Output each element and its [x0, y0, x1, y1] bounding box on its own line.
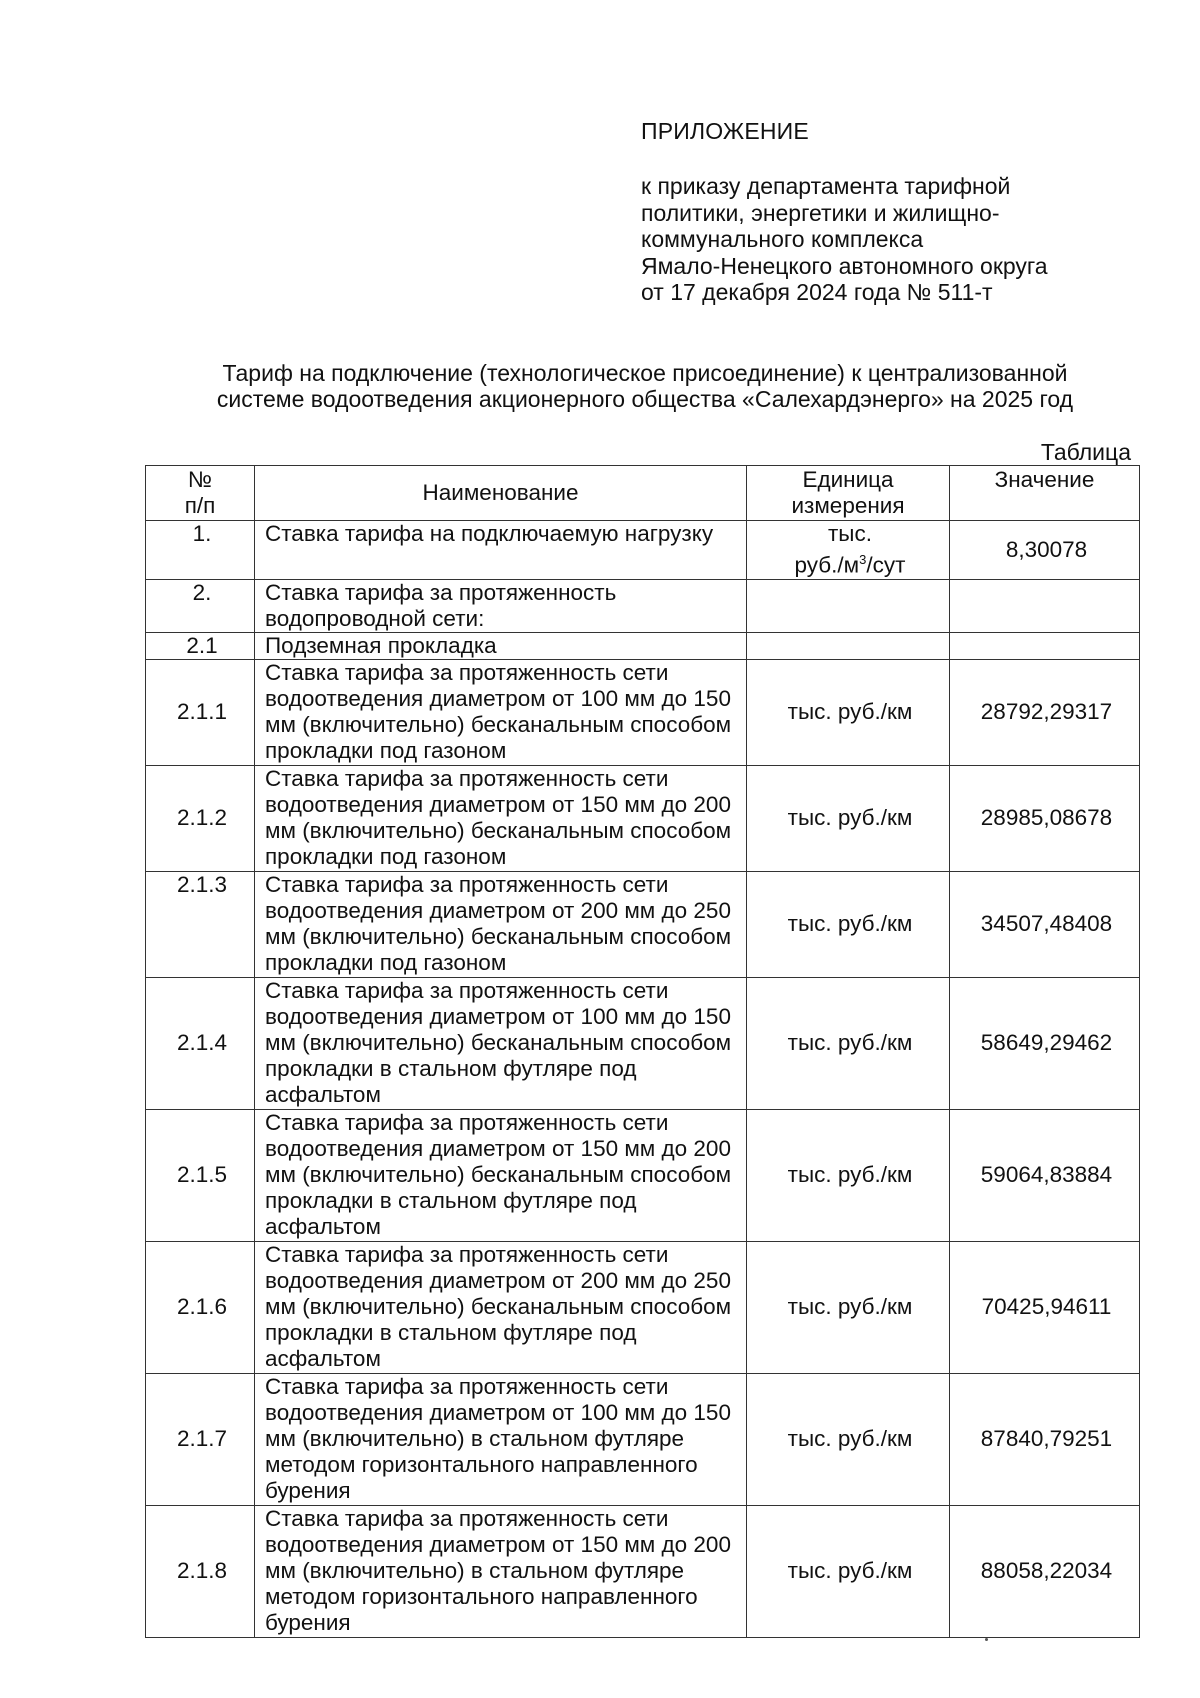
row-number: 2.1.3 [146, 871, 255, 977]
row-number: 2.1.5 [146, 1109, 255, 1241]
table-row [146, 1241, 1140, 1373]
row-value: 70425,94611 [950, 1241, 1140, 1373]
annex-reference [641, 173, 1141, 306]
row-value: 28792,29317 [950, 659, 1140, 765]
annex-line: Ямало-Ненецкого автономного округа [641, 252, 1048, 279]
table-row [146, 1109, 1140, 1241]
row-unit [747, 521, 950, 580]
row-unit: тыс. руб./км [747, 1373, 950, 1505]
row-name: Ставка тарифа за протяженность водопроводной сети: [255, 579, 747, 632]
tariff-table [145, 465, 1140, 1638]
row-value: 28985,08678 [950, 765, 1140, 871]
table-header-row [146, 466, 1140, 521]
table-row [146, 1505, 1140, 1637]
table-row [146, 977, 1140, 1109]
document-title-line: Тариф на подключение (технологическое присоединение) к централизованной [222, 360, 1068, 386]
column-header-unit [747, 466, 950, 521]
annex-line: коммунального комплекса [641, 226, 924, 252]
row-name: Ставка тарифа за протяженность сети водоотведения диаметром от 150 мм до 200 мм (включительно) в стальном футляре методом горизонтального направленного бурения [255, 1505, 747, 1637]
column-header-unit-line1: Единица [802, 467, 894, 492]
row-number: 1. [146, 521, 255, 580]
row-name: Подземная прокладка [255, 632, 747, 659]
table-row [146, 521, 1140, 580]
row-unit-superscript: 3 [859, 552, 867, 567]
table-row [146, 871, 1140, 977]
row-name: Ставка тарифа на подключаемую нагрузку [255, 521, 747, 580]
row-value: 87840,79251 [950, 1373, 1140, 1505]
table-caption: Таблица [1040, 439, 1131, 465]
row-name: Ставка тарифа за протяженность сети водоотведения диаметром от 150 мм до 200 мм (включительно) бесканальным способом прокладки в стальном футляре под асфальтом [255, 1109, 747, 1241]
row-unit: тыс. руб./км [747, 765, 950, 871]
column-header-value: Значение [950, 466, 1140, 521]
table-row [146, 579, 1140, 632]
row-unit: тыс. руб./км [747, 1109, 950, 1241]
row-value [950, 632, 1140, 659]
annex-title: ПРИЛОЖЕНИЕ [641, 118, 809, 144]
annex-line: от 17 декабря 2024 года № 511-т [641, 279, 993, 305]
row-number: 2.1.7 [146, 1373, 255, 1505]
row-number: 2.1.8 [146, 1505, 255, 1637]
row-name: Ставка тарифа за протяженность сети водоотведения диаметром от 100 мм до 150 мм (включительно) бесканальным способом прокладки под газоном [255, 659, 747, 765]
table-row [146, 1373, 1140, 1505]
row-unit: тыс. руб./км [747, 1505, 950, 1637]
document-title [150, 360, 1140, 412]
row-value: 8,30078 [950, 521, 1140, 580]
row-value: 58649,29462 [950, 977, 1140, 1109]
row-name: Ставка тарифа за протяженность сети водоотведения диаметром от 200 мм до 250 мм (включительно) бесканальным способом прокладки под газоном [255, 871, 747, 977]
column-header-name: Наименование [255, 466, 747, 521]
annex-line: к приказу департамента тарифной [641, 173, 1011, 199]
row-unit: тыс. руб./км [747, 1241, 950, 1373]
column-header-number [146, 466, 255, 521]
scan-dot [985, 1638, 988, 1641]
row-unit: тыс. руб./км [747, 977, 950, 1109]
column-header-unit-line2: измерения [791, 493, 905, 518]
row-number: 2. [146, 579, 255, 632]
row-number: 2.1.4 [146, 977, 255, 1109]
row-name: Ставка тарифа за протяженность сети водоотведения диаметром от 150 мм до 200 мм (включительно) бесканальным способом прокладки под газоном [255, 765, 747, 871]
column-header-number-line1: № [187, 467, 213, 492]
row-unit-text: руб./м [794, 552, 860, 578]
row-number: 2.1 [146, 632, 255, 659]
row-value [950, 579, 1140, 632]
row-number: 2.1.6 [146, 1241, 255, 1373]
row-unit: тыс. руб./км [747, 659, 950, 765]
table-row [146, 765, 1140, 871]
row-name: Ставка тарифа за протяженность сети водоотведения диаметром от 100 мм до 150 мм (включительно) бесканальным способом прокладки в стальном футляре под асфальтом [255, 977, 747, 1109]
row-value: 59064,83884 [950, 1109, 1140, 1241]
row-value: 34507,48408 [950, 871, 1140, 977]
row-unit: тыс. руб./км [747, 871, 950, 977]
row-name: Ставка тарифа за протяженность сети водоотведения диаметром от 200 мм до 250 мм (включительно) бесканальным способом прокладки в стальном футляре под асфальтом [255, 1241, 747, 1373]
row-unit-text: /сут [866, 552, 906, 578]
row-name: Ставка тарифа за протяженность сети водоотведения диаметром от 100 мм до 150 мм (включительно) в стальном футляре методом горизонтального направленного бурения [255, 1373, 747, 1505]
table-row [146, 659, 1140, 765]
row-number: 2.1.1 [146, 659, 255, 765]
table-row [146, 632, 1140, 659]
row-value: 88058,22034 [950, 1505, 1140, 1637]
row-unit [747, 632, 950, 659]
row-number: 2.1.2 [146, 765, 255, 871]
annex-line: политики, энергетики и жилищно- [641, 199, 1000, 226]
row-unit-line1: тыс. [828, 521, 872, 546]
row-unit [747, 579, 950, 632]
column-header-number-line2: п/п [184, 493, 216, 518]
document-title-line: системе водоотведения акционерного общества «Салехардэнерго» на 2025 год [216, 386, 1074, 412]
row-unit-line2 [757, 547, 943, 579]
